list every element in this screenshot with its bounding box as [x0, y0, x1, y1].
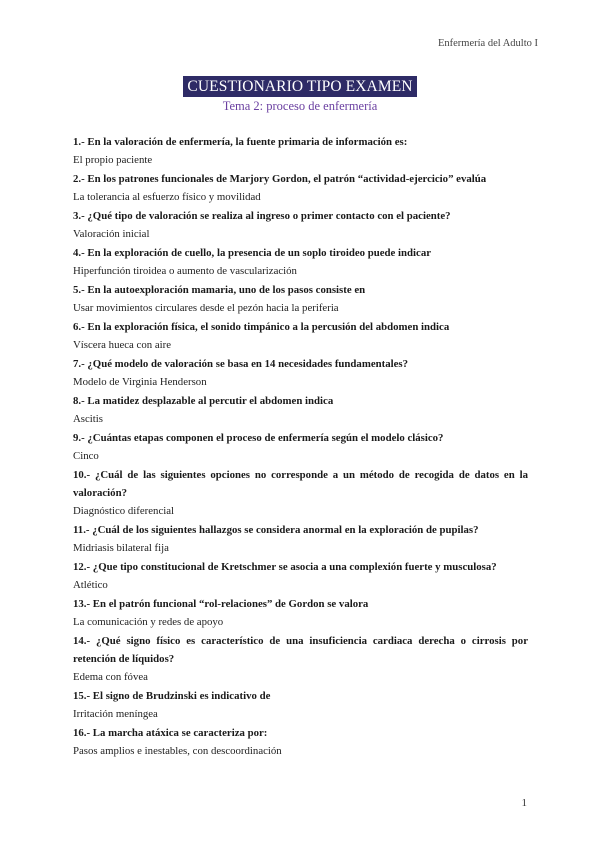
question: 4.- En la exploración de cuello, la presencia de un soplo tiroideo puede indicar [73, 247, 432, 259]
qa-item [73, 207, 528, 243]
question: 13.- En el patrón funcional “rol-relaciones” de Gordon se valora [73, 598, 369, 610]
running-header: Enfermería del Adulto I [437, 38, 538, 49]
question: 8.- La matidez desplazable al percutir el abdomen indica [73, 395, 334, 407]
question-list [73, 133, 528, 761]
question: 2.- En los patrones funcionales de Marjory Gordon, el patrón “actividad-ejercicio” evalúa [73, 173, 487, 185]
question: 15.- El signo de Brudzinski es indicativo de [73, 690, 271, 702]
qa-item [73, 170, 528, 206]
answer: Irritación meníngea [73, 708, 158, 720]
answer: Valoración inicial [73, 228, 150, 240]
qa-item [73, 318, 528, 354]
answer: Ascitis [73, 413, 103, 425]
answer: El propio paciente [73, 154, 153, 166]
qa-item [73, 724, 528, 760]
document-title: CUESTIONARIO TIPO EXAMEN [183, 76, 416, 97]
question: 5.- En la autoexploración mamaria, uno de los pasos consiste en [73, 284, 366, 296]
question: 3.- ¿Qué tipo de valoración se realiza al ingreso o primer contacto con el paciente? [73, 210, 451, 222]
qa-item [73, 392, 528, 428]
answer: Atlético [73, 579, 108, 591]
answer: Hiperfunción tiroidea o aumento de vascularización [73, 265, 297, 277]
question: 1.- En la valoración de enfermería, la fuente primaria de información es: [73, 136, 408, 148]
question: 16.- La marcha atáxica se caracteriza por: [73, 727, 268, 739]
page-number: 1 [521, 797, 527, 809]
answer: Edema con fóvea [73, 671, 148, 683]
document-subtitle: Tema 2: proceso de enfermería [222, 99, 378, 113]
answer: Víscera hueca con aire [73, 339, 172, 351]
qa-item [73, 632, 528, 686]
qa-item [73, 244, 528, 280]
answer: Pasos amplios e inestables, con descoordinación [73, 745, 282, 757]
qa-item [73, 133, 528, 169]
qa-item [73, 281, 528, 317]
qa-item [73, 595, 528, 631]
qa-item [73, 687, 528, 723]
qa-item [73, 521, 528, 557]
question: 10.- ¿Cuál de las siguientes opciones no corresponde a un método de recogida de datos en la valoración? [73, 469, 528, 499]
question: 7.- ¿Qué modelo de valoración se basa en 14 necesidades fundamentales? [73, 358, 409, 370]
answer: Midriasis bilateral fija [73, 542, 169, 554]
qa-item [73, 429, 528, 465]
qa-item [73, 466, 528, 520]
answer: La comunicación y redes de apoyo [73, 616, 224, 628]
answer: Usar movimientos circulares desde el pezón hacia la periferia [73, 302, 339, 314]
qa-item [73, 355, 528, 391]
question: 9.- ¿Cuántas etapas componen el proceso de enfermería según el modelo clásico? [73, 432, 444, 444]
answer: Modelo de Virginia Henderson [73, 376, 207, 388]
question: 14.- ¿Qué signo físico es característico de una insuficiencia cardiaca derecha o cirrosis por retención de líquidos? [73, 635, 528, 665]
answer: La tolerancia al esfuerzo físico y movilidad [73, 191, 261, 203]
question: 12.- ¿Que tipo constitucional de Kretschmer se asocia a una complexión fuerte y musculosa? [73, 561, 497, 573]
question: 6.- En la exploración física, el sonido timpánico a la percusión del abdomen indica [73, 321, 450, 333]
title-container [0, 76, 600, 97]
answer: Diagnóstico diferencial [73, 505, 175, 517]
qa-item [73, 558, 528, 594]
question: 11.- ¿Cuál de los siguientes hallazgos se considera anormal en la exploración de pupilas? [73, 524, 479, 536]
answer: Cinco [73, 450, 99, 462]
